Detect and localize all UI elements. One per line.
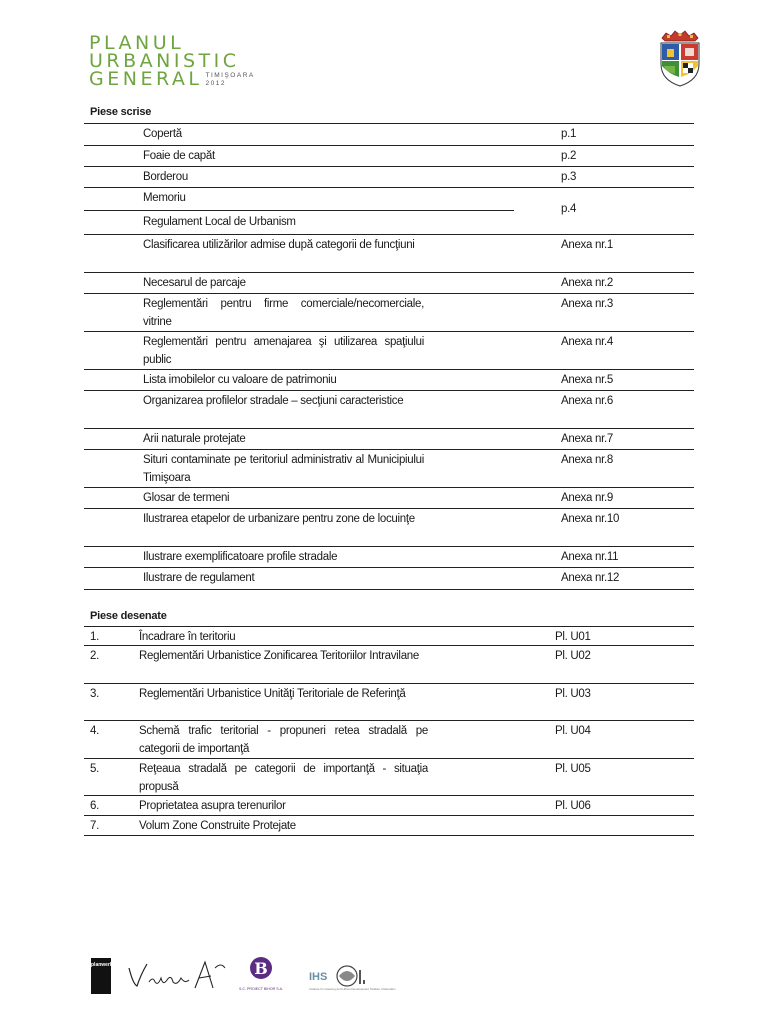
- table-row: [84, 450, 694, 488]
- drawn-section-title: Piese desenate: [90, 610, 167, 622]
- row-name: Borderou: [143, 171, 188, 183]
- row-ref: p.4: [561, 203, 577, 215]
- logo-year: 2012: [205, 79, 226, 87]
- table-row: [84, 188, 514, 211]
- merged-row-group: [84, 188, 694, 235]
- pug-logo: [89, 34, 255, 88]
- table-row: [84, 146, 694, 167]
- row-name: Clasificarea utilizărilor admise după categorii de funcţiuni: [143, 239, 415, 251]
- row-name: Reglementări pentru amenajarea şi utilizarea spaţiului public: [143, 336, 424, 366]
- table-row: [84, 488, 694, 509]
- proiect-logo-text: S.C. PROIECT BIHOR S.A.: [239, 987, 283, 991]
- row-name: Foaie de capăt: [143, 150, 215, 162]
- row-ref: Anexa nr.11: [561, 551, 619, 563]
- city-coat-of-arms-icon: [657, 30, 703, 88]
- row-name: Reglementări Urbanistice Unităţi Teritoriale de Referinţă: [139, 688, 406, 700]
- row-name: Organizarea profilelor stradale – secţiuni caracteristice: [143, 395, 404, 407]
- row-number: 3.: [90, 688, 99, 700]
- row-name: Arii naturale protejate: [143, 433, 246, 445]
- row-name: Ilustrare exemplificatoare profile stradale: [143, 551, 338, 563]
- planwerk-logo-text: planwerk: [91, 962, 113, 968]
- table-row: [84, 167, 694, 188]
- row-ref: p.1: [561, 128, 577, 140]
- row-name: Regulament Local de Urbanism: [143, 216, 296, 228]
- row-ref: Pl. U04: [555, 725, 591, 737]
- table-row: [84, 568, 694, 590]
- row-name: Schemă trafic teritorial - propuneri retea stradală pe categorii de importanţă: [139, 725, 428, 755]
- table-row: [84, 211, 514, 234]
- row-ref: Pl. U03: [555, 688, 591, 700]
- ihs-logo-subtext: Institute for Housing and Urban Development Studies, Rotterdam: [309, 987, 396, 991]
- table-row: [84, 627, 694, 646]
- row-ref: Anexa nr.2: [561, 277, 613, 289]
- row-number: 6.: [90, 800, 99, 812]
- row-name: Reţeaua stradală pe categorii de importanţă - situaţia propusă: [139, 763, 428, 793]
- row-ref: Anexa nr.8: [561, 454, 613, 466]
- table-row: [84, 370, 694, 391]
- logo-line-1: PLANUL: [89, 32, 185, 54]
- written-section-title: Piese scrise: [90, 106, 152, 118]
- planwerk-logo: [91, 958, 111, 994]
- row-ref: Pl. U06: [555, 800, 591, 812]
- table-row: [84, 273, 694, 294]
- row-ref: Anexa nr.5: [561, 374, 613, 386]
- row-name: Proprietatea asupra terenurilor: [139, 800, 286, 812]
- drawn-pieces-table: [84, 626, 694, 836]
- svg-text:B: B: [254, 959, 268, 978]
- table-row: [84, 332, 694, 370]
- table-row: [84, 721, 694, 759]
- table-row: [84, 796, 694, 816]
- row-ref: p.2: [561, 150, 577, 162]
- row-ref: Pl. U02: [555, 650, 591, 662]
- written-pieces-table: [84, 123, 694, 590]
- ihs-logo-text: IHS: [309, 971, 328, 983]
- row-name: Ilustrare de regulament: [143, 572, 255, 584]
- row-name: Ilustrarea etapelor de urbanizare pentru zone de locuinţe: [143, 513, 415, 525]
- row-number: 1.: [90, 631, 99, 643]
- table-row: [84, 547, 694, 568]
- row-number: 2.: [90, 650, 99, 662]
- table-row: [84, 235, 694, 273]
- row-name: Încadrare în teritoriu: [139, 631, 236, 643]
- row-ref: Anexa nr.7: [561, 433, 613, 445]
- row-number: 4.: [90, 725, 99, 737]
- logo-line-3: GENERAL: [89, 68, 203, 90]
- table-row: [84, 684, 694, 721]
- table-row: [84, 759, 694, 796]
- row-name: Lista imobilelor cu valoare de patrimoniu: [143, 374, 337, 386]
- table-row: [84, 646, 694, 684]
- table-row: [84, 294, 694, 332]
- row-ref: Anexa nr.6: [561, 395, 613, 407]
- row-name: Reglementări Urbanistice Zonificarea Teritoriilor Intravilane: [139, 650, 419, 662]
- row-ref: Pl. U05: [555, 763, 591, 775]
- row-name: Necesarul de parcaje: [143, 277, 246, 289]
- architect-signature-logo: [125, 958, 231, 994]
- table-row: [84, 429, 694, 450]
- table-row: [84, 391, 694, 429]
- table-row: [84, 509, 694, 547]
- ihs-logo: [307, 962, 437, 994]
- row-ref: Anexa nr.9: [561, 492, 613, 504]
- row-ref: Anexa nr.3: [561, 298, 613, 310]
- row-name: Memoriu: [143, 192, 186, 204]
- row-name: Situri contaminate pe teritoriul administrativ al Municipiului Timişoara: [143, 454, 424, 484]
- row-ref: Anexa nr.12: [561, 572, 620, 584]
- row-ref: Pl. U01: [555, 631, 591, 643]
- row-ref: Anexa nr.10: [561, 513, 620, 525]
- row-name: Reglementări pentru firme comerciale/necomerciale, vitrine: [143, 298, 424, 328]
- row-name: Copertă: [143, 128, 182, 140]
- table-row: [84, 816, 694, 836]
- row-number: 5.: [90, 763, 99, 775]
- row-ref: Anexa nr.4: [561, 336, 613, 348]
- logo-city: TIMIŞOARA: [205, 72, 255, 79]
- proiect-bihor-logo: [239, 954, 283, 994]
- table-row: [84, 124, 694, 146]
- logo-line-2: URBANISTIC: [89, 50, 240, 72]
- row-ref: p.3: [561, 171, 577, 183]
- row-name: Glosar de termeni: [143, 492, 230, 504]
- row-name: Volum Zone Construite Protejate: [139, 820, 296, 832]
- row-number: 7.: [90, 820, 99, 832]
- row-ref: Anexa nr.1: [561, 239, 613, 251]
